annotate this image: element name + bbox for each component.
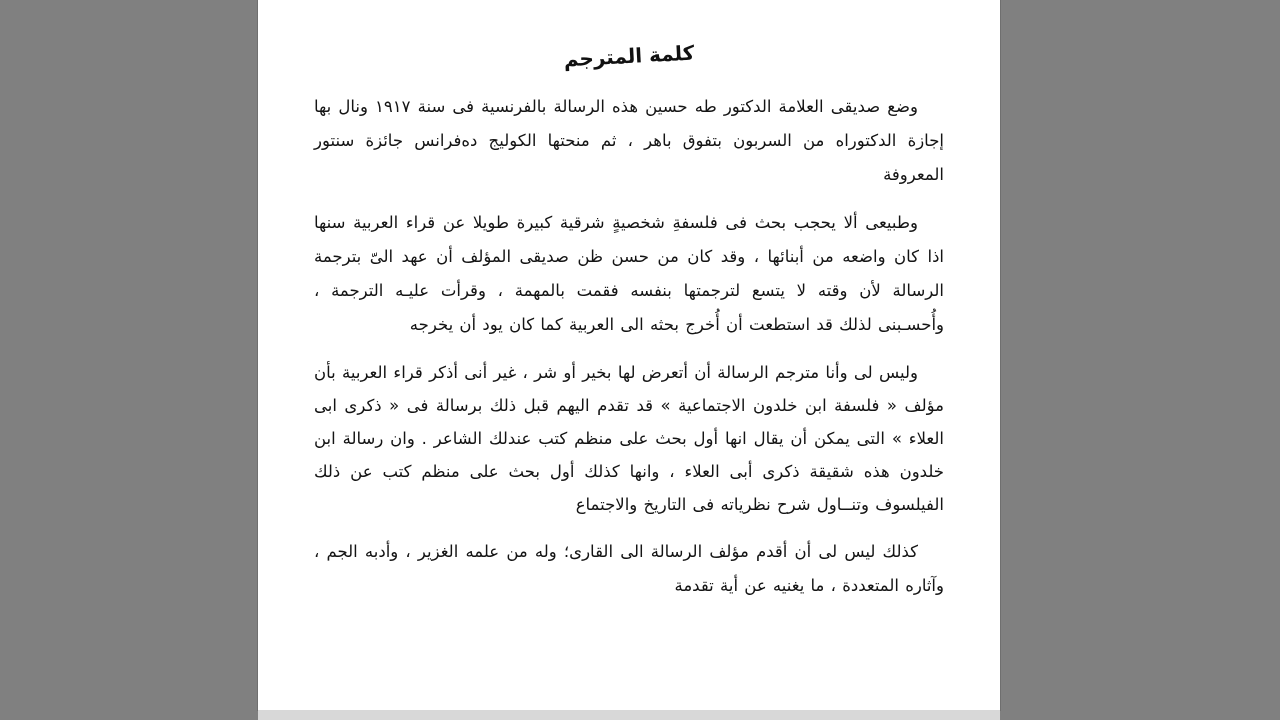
page-content [258, 0, 1000, 603]
viewer-left-gutter [0, 0, 258, 720]
document-page [258, 0, 1000, 710]
page-title: كلمة المترجم [563, 40, 695, 72]
page-bottom-edge [258, 710, 1000, 720]
viewer-right-gutter [1000, 0, 1280, 720]
paragraph: كذلك ليس لى أن أقدم مؤلف الرسالة الى القارى؛ وله من علمه الغزير ، وأدبه الجم ، وآثاره المتعددة ، ما يغنيه عن أية تقدمة [314, 542, 944, 595]
paragraph: وليس لى وأنا مترجم الرسالة أن أتعرض لها بخير أو شر ، غير أنى أذكر قراء العربية بأن مؤلف « فلسفة ابن خلدون الاجتماعية » قد تقدم اليهم قبل ذلك برسالة فى « ذكرى ابى العلاء » التى يمكن أن يقال انها أول بحث على منظم كتب عندلك الشاعر . وان رسالة ابن خلدون هذه شقيقة ذكرى أبى العلاء ، وانها كذلك أول بحث على منظم كتب عن ذلك الفيلسوف وتنــاول شرح نظرياته فى التاريخ والاجتماع [314, 363, 944, 514]
paragraph: وضع صديقى العلامة الدكتور طه حسين هذه الرسالة بالفرنسية فى سنة ١٩١٧ ونال بها إجازة الدكتوراه من السربون بتفوق باهر ، ثم منحتها الكوليج دەفرانس جائزة سنتور المعروفة [314, 97, 944, 184]
page-shadow [258, 0, 1000, 710]
paragraph: وطبيعى ألا يحجب بحث فى فلسفةِ شخصيةٍ شرقية كبيرة طويلا عن قراء العربية سنها اذا كان واضعه من أبنائها ، وقد كان من حسن ظن صديقى المؤلف أن عهد الىّ بترجمة الرسالة لأن وقته لا يتسع لترجمتها بنفسه فقمت بالمهمة ، وقرأت عليـه الترجمة ، وأُحسـبنى لذلك قد استطعت أن أُخرج بحثه الى العربية كما كان يود أن يخرجه [314, 213, 944, 334]
